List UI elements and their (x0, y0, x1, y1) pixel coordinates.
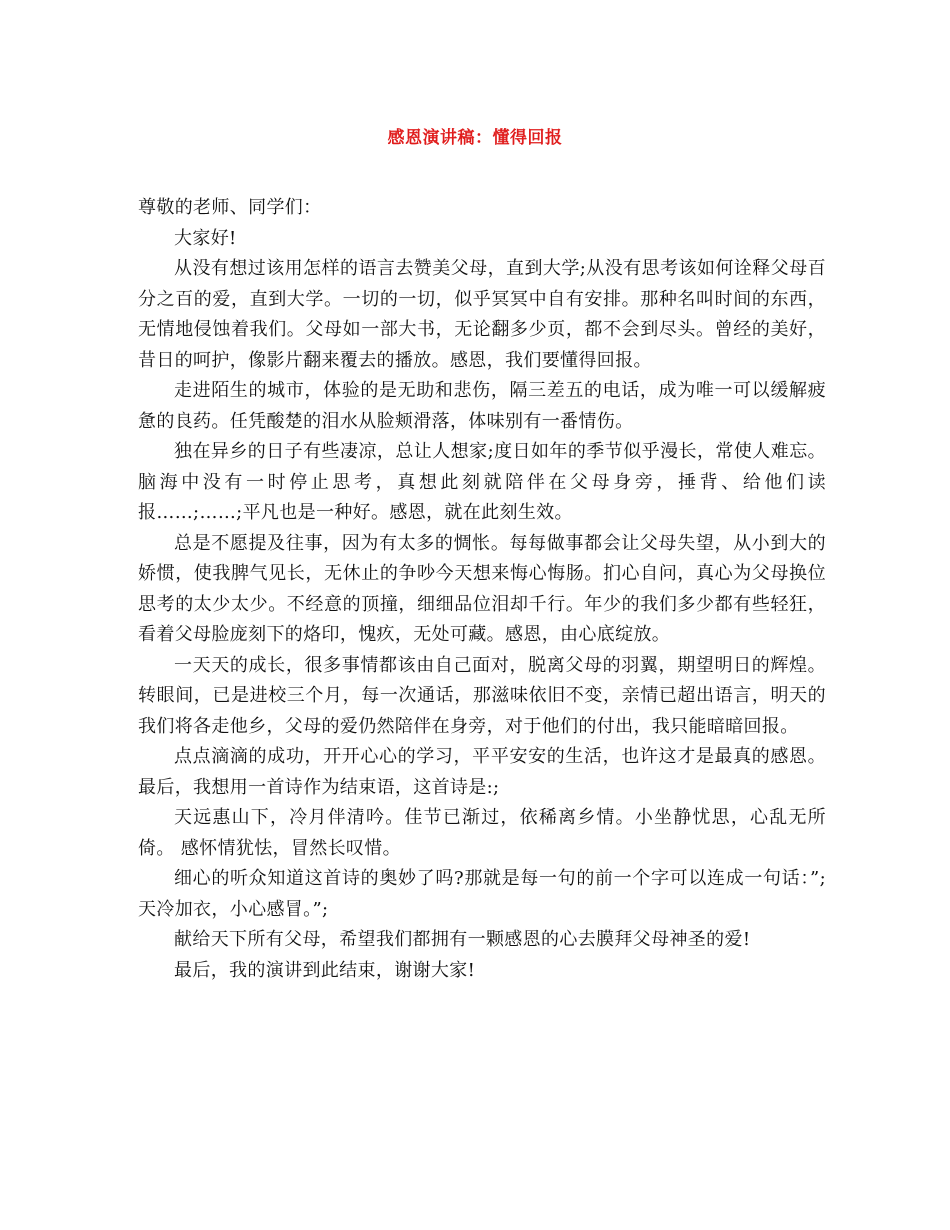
paragraph: 总是不愿提及往事，因为有太多的惆怅。每每做事都会让父母失望，从小到大的娇惯，使我脾气见长，无休止的争吵今天想来悔心悔肠。扪心自问，真心为父母换位思考的太少太少。不经意的顶撞，细细品位泪却千行。年少的我们多少都有些轻狂，看着父母脸庞刻下的烙印，愧疚，无处可藏。感恩，由心底绽放。 (138, 532, 826, 645)
paragraph: 细心的听众知道这首诗的奥妙了吗?那就是每一句的前一个字可以连成一句话：”;天冷加衣，小心感冒。”; (138, 868, 826, 920)
paragraph: 独在异乡的日子有些凄凉，总让人想家;度日如年的季节似乎漫长，常使人难忘。脑海中没有一时停止思考，真想此刻就陪伴在父母身旁，捶背、给他们读报……;……;平凡也是一种好。感恩，就在此刻生效。 (138, 441, 826, 523)
closing-paragraph: 最后，我的演讲到此结束，谢谢大家! (174, 959, 476, 981)
paragraph-greeting: 大家好! (174, 227, 237, 249)
document-title: 感恩演讲稿：懂得回报 (387, 128, 563, 148)
paragraph: 从没有想过该用怎样的语言去赞美父母，直到大学;从没有思考该如何诠释父母百分之百的爱，直到大学。一切的一切，似乎冥冥中自有安排。那种名叫时间的东西，无情地侵蚀着我们。父母如一部大书，无论翻多少页，都不会到尽头。曾经的美好，昔日的呵护，像影片翻来覆去的播放。感恩，我们要懂得回报。 (138, 258, 826, 371)
salutation: 尊敬的老师、同学们： (138, 197, 322, 218)
paragraph: 走进陌生的城市，体验的是无助和悲伤，隔三差五的电话，成为唯一可以缓解疲惫的良药。任凭酸楚的泪水从脸颊滑落，体味别有一番情伤。 (138, 380, 826, 432)
paragraph: 点点滴滴的成功，开开心心的学习，平平安安的生活，也许这才是最真的感恩。最后，我想用一首诗作为结束语，这首诗是:; (138, 746, 826, 798)
document-body (138, 193, 826, 986)
paragraph: 一天天的成长，很多事情都该由自己面对，脱离父母的羽翼，期望明日的辉煌。转眼间，已是进校三个月，每一次通话，那滋味依旧不变，亲情已超出语言，明天的我们将各走他乡，父母的爱仍然陪伴在身旁，对于他们的付出，我只能暗暗回报。 (138, 654, 826, 737)
poem-paragraph: 天远惠山下，冷月伴清吟。佳节已渐过，依稀离乡情。小坐静忧思，心乱无所倚。 感怀情犹怯，冒然长叹惜。 (138, 807, 826, 859)
paragraph: 献给天下所有父母，希望我们都拥有一颗感恩的心去膜拜父母神圣的爱! (174, 929, 751, 950)
